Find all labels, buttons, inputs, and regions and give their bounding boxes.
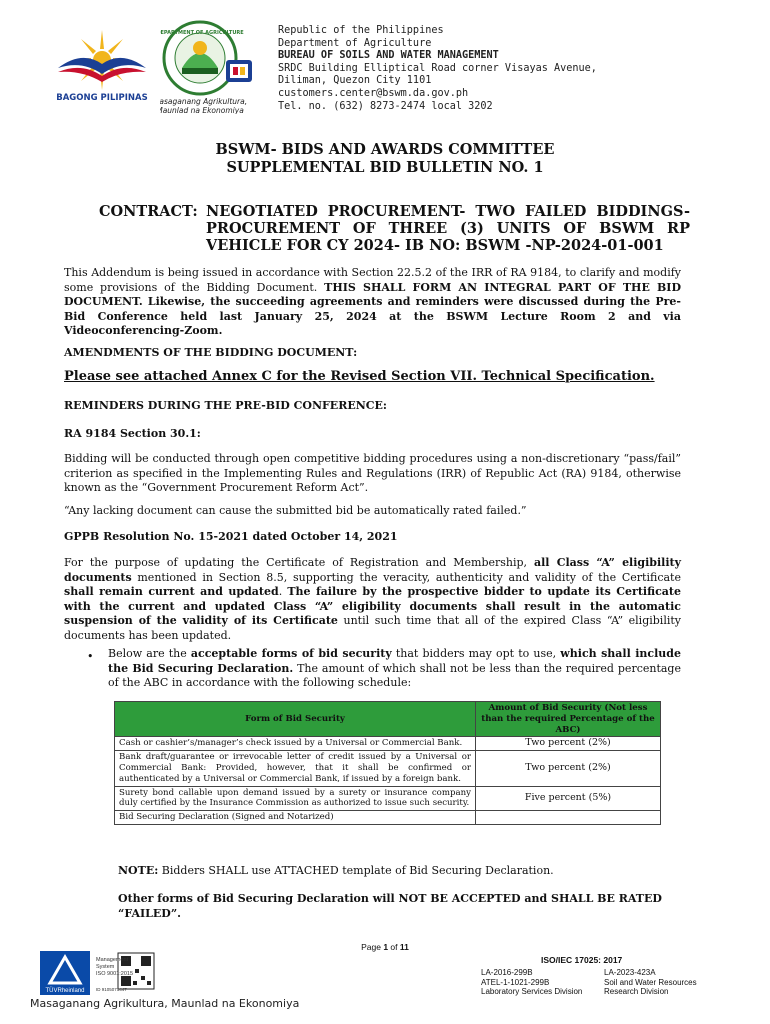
agency-line: Department of Agriculture <box>278 37 432 49</box>
bp-logo-text: BAGONG PILIPINAS <box>56 93 148 103</box>
agency-line: Diliman, Quezon City 1101 <box>278 75 432 87</box>
tuv-brand: TÜVRheinland <box>45 988 85 994</box>
gppb-text: mentioned in Section 8.5, supporting the veracity, authenticity and validity of the Certificate <box>131 570 681 584</box>
lacking-document-note: “Any lacking document can cause the submitted bid be automatically rated failed.” <box>64 504 527 517</box>
lab-accreditation-1 <box>481 968 582 997</box>
gppb-text: until such time that all of the expired Class “A” eligibility documents has been updated. <box>64 614 681 642</box>
bullet-bold: which shall include the Bid Securing Declaration. <box>108 647 681 675</box>
tuv-line: System <box>96 964 115 970</box>
lab-line: LA-2016-299B <box>481 968 533 977</box>
gppb-text: For the purpose of updating the Certificate of Registration and Membership, <box>64 556 534 569</box>
da-logo-text: DEPARTMENT OF AGRICULTURE <box>160 30 244 36</box>
tuv-certification-badge <box>40 951 250 995</box>
gppb-bold: shall remain current and updated <box>64 585 279 598</box>
tuv-line: Management <box>96 957 129 963</box>
bullet-text: Below are the <box>108 647 191 660</box>
page-of: of <box>388 942 400 952</box>
lab-line: Soil and Water Resources <box>604 977 697 987</box>
ra9184-paragraph: Bidding will be conducted through open competitive bidding procedures using a non-discretionary “pass/fail” criterion as specified in the Implementing Rules and Regulations (IRR) of Republic Act (RA) 9184, otherwise known as the “Government Procurement Reform Act”. <box>64 452 681 494</box>
table-cell-amount: Two percent (2%) <box>476 751 661 786</box>
table-cell-form: Cash or cashier’s/manager’s check issued by a Universal or Commercial Bank. <box>115 737 476 751</box>
agency-phone: Tel. no. (632) 8273-2474 local 3202 <box>278 100 493 112</box>
bid-security-bullet <box>108 647 681 691</box>
iso-accreditation: ISO/IEC 17025: 2017 <box>541 955 623 965</box>
note-paragraph <box>118 864 678 879</box>
lab-line: LA-2023-423A <box>604 968 656 977</box>
lab-line: Research Division <box>604 987 669 996</box>
agency-address-block <box>278 25 597 113</box>
reminders-heading: REMINDERS DURING THE PRE-BID CONFERENCE: <box>64 399 387 412</box>
table-cell-amount <box>476 811 661 825</box>
contract-description: NEGOTIATED PROCUREMENT- TWO FAILED BIDDINGS- PROCUREMENT OF THREE (3) UNITS OF BSWM RP VEHICLE FOR CY 2024- IB NO: BSWM -NP-2024-01-001 <box>206 203 690 254</box>
table-cell-form: Bid Securing Declaration (Signed and Notarized) <box>115 811 476 825</box>
contract-label: CONTRACT: <box>99 203 198 220</box>
note-label: NOTE: <box>118 864 159 877</box>
intro-paragraph <box>64 266 681 339</box>
document-title-line1: BSWM- BIDS AND AWARDS COMMITTEE <box>215 141 555 158</box>
da-motto-line1: Masaganang Agrikultura, <box>160 97 248 106</box>
page-current: 1 <box>383 942 389 952</box>
agency-line: SRDC Building Elliptical Road corner Visayas Avenue, <box>278 62 597 74</box>
da-motto-line2: Maunlad na Ekonomiya <box>160 106 244 114</box>
bullet-icon: • <box>87 650 94 663</box>
table-cell-amount: Two percent (2%) <box>476 737 661 751</box>
table-cell-form: Surety bond callable upon demand issued by a surety or insurance company duly certified by the Insurance Commission as authorized to issue such security. <box>115 786 476 811</box>
gppb-paragraph <box>64 556 681 643</box>
tuv-id: ID 9105071447 <box>96 987 127 992</box>
page-total: 11 <box>399 942 409 952</box>
intro-text: This Addendum is being issued in accordance with Section 22.5.2 of the IRR of RA 9184, to clarify and modify some provisions of the Bidding Document. <box>64 266 681 294</box>
agency-line: Republic of the Philippines <box>278 25 444 36</box>
table-header-form: Form of Bid Security <box>115 702 476 737</box>
table-cell-form: Bank draft/guarantee or irrevocable letter of credit issued by a Universal or Commercial Bank: Provided, however, that it shall be confirmed or authenticated by a Universal or Commercial Bank, if issued by a foreign bank. <box>115 751 476 786</box>
table-header-amount: Amount of Bid Security (Not less than the required Percentage of the ABC) <box>476 702 661 737</box>
bid-security-table <box>114 701 661 825</box>
other-forms-warning: Other forms of Bid Securing Declaration will NOT BE ACCEPTED and SHALL BE RATED “FAILED”. <box>118 892 662 920</box>
annex-notice: Please see attached Annex C for the Revised Section VII. Technical Specification. <box>64 369 655 384</box>
table-row <box>115 751 661 786</box>
document-title-line2: SUPPLEMENTAL BID BULLETIN NO. 1 <box>226 159 544 176</box>
table-row <box>115 811 661 825</box>
lab-accreditation-2 <box>604 968 697 997</box>
agency-name: BUREAU OF SOILS AND WATER MANAGEMENT <box>278 50 499 62</box>
ra9184-heading: RA 9184 Section 30.1: <box>64 427 201 440</box>
bagong-pilipinas-logo <box>56 24 148 104</box>
lab-line: Laboratory Services Division <box>481 987 583 996</box>
footer-slogan: Masaganang Agrikultura, Maunlad na Ekonomiya <box>30 997 300 1010</box>
bullet-text: The amount of which shall not be less than the required percentage of the ABC in accordance with the following schedule: <box>108 661 681 689</box>
gppb-bold: all Class “A” eligibility documents <box>64 556 681 584</box>
gppb-bold: The failure by the prospective bidder to update its Certificate with the current and updated Class “A” eligibility documents shall result in the automatic suspension of the validity of its Certificate <box>64 585 681 627</box>
bullet-text: that bidders may opt to use, <box>391 647 561 660</box>
note-text: Bidders SHALL use ATTACHED template of Bid Securing Declaration. <box>158 864 554 877</box>
lab-line: ATEL-1-1021-299B <box>481 977 550 987</box>
gppb-heading: GPPB Resolution No. 15-2021 dated October 14, 2021 <box>64 530 398 543</box>
amendments-heading: AMENDMENTS OF THE BIDDING DOCUMENT: <box>64 346 358 359</box>
intro-bold-text: THIS SHALL FORM AN INTEGRAL PART OF THE BID DOCUMENT. Likewise, the succeeding agreements and reminders were discussed during the Pre-Bid Conference held last January 25, 2024 at the BSWM Lecture Room 2 and via Videoconferencing-Zoom. <box>64 280 681 337</box>
table-row <box>115 786 661 811</box>
tuv-line: ISO 9001:2015 <box>96 971 134 977</box>
table-cell-amount: Five percent (5%) <box>476 786 661 811</box>
gppb-text: . <box>278 585 288 598</box>
table-header-row <box>115 702 661 737</box>
bullet-bold: acceptable forms of bid security <box>190 647 392 660</box>
department-of-agriculture-logo <box>160 18 256 114</box>
table-row <box>115 737 661 751</box>
agency-email: customers.center@bswm.da.gov.ph <box>278 87 469 99</box>
page-prefix: Page <box>361 942 384 952</box>
